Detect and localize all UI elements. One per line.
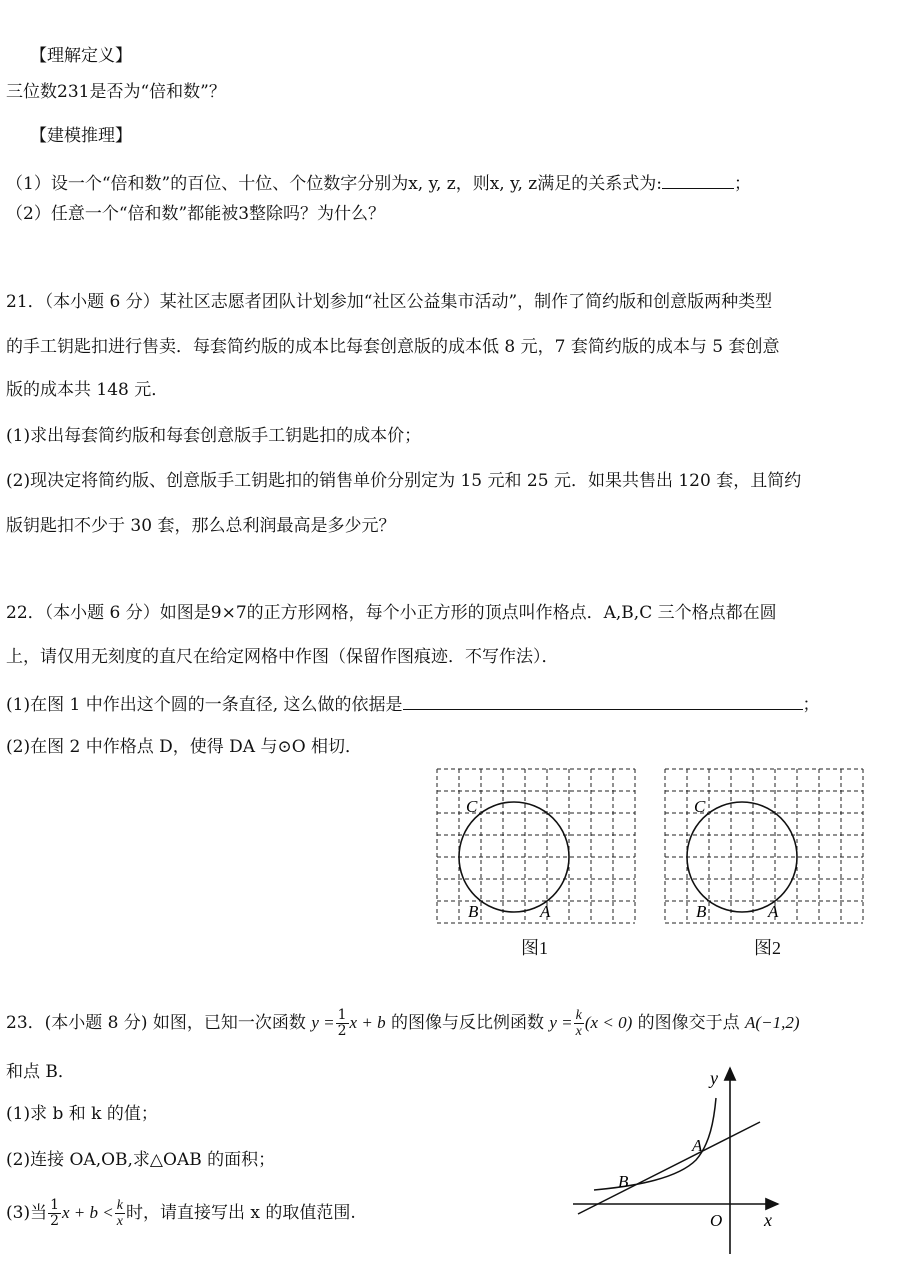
model-question-2: （2）任意一个“倍和数”都能被3整除吗？为什么？ bbox=[6, 204, 386, 224]
q23-tail: 的图像交于点 bbox=[637, 1013, 740, 1033]
sub3-numerator-2: k bbox=[116, 1198, 123, 1213]
understand-heading: 【理解定义】 bbox=[30, 46, 132, 66]
eq1-fraction bbox=[336, 1008, 349, 1039]
q21-sub-1: (1)求出每套简约版和每套创意版手工钥匙扣的成本价； bbox=[6, 426, 422, 446]
label-b: B bbox=[618, 1172, 629, 1191]
label-o: O bbox=[710, 1211, 723, 1230]
eq1-rhs: x + b bbox=[349, 1013, 386, 1032]
q22-sub-1 bbox=[6, 691, 820, 717]
model-question-1-tail: ； bbox=[733, 174, 751, 194]
q23-sub-1: (1)求 b 和 k 的值； bbox=[6, 1104, 158, 1124]
q21-sub-2-line-1: (2)现决定将简约版、创意版手工钥匙扣的销售单价分别定为 15 元和 25 元．如果共售出 120 套，且简约 bbox=[6, 471, 802, 491]
label-x: x bbox=[764, 1210, 772, 1230]
grid-lines bbox=[437, 769, 635, 923]
understand-question: 三位数231是否为“倍和数”？ bbox=[6, 82, 226, 102]
model-heading: 【建模推理】 bbox=[30, 126, 132, 146]
figure-1-caption: 图1 bbox=[521, 938, 548, 958]
model-question-1 bbox=[6, 170, 751, 196]
sub3-mid: x + b < bbox=[62, 1203, 114, 1222]
point-a: A(−1,2) bbox=[745, 1013, 800, 1032]
answer-blank bbox=[662, 170, 734, 189]
eq2-lhs: y = bbox=[549, 1013, 573, 1032]
q23-line-2: 和点 B． bbox=[6, 1062, 75, 1082]
q21-sub-2-line-2: 版钥匙扣不少于 30 套，那么总利润最高是多少元？ bbox=[6, 516, 396, 536]
linear-function-line bbox=[578, 1122, 760, 1214]
q22-sub-1-text: (1)在图 1 中作出这个圆的一条直径, 这么做的依据是 bbox=[6, 695, 403, 715]
label-a: A bbox=[692, 1136, 703, 1155]
eq1-lhs: y = bbox=[311, 1013, 335, 1032]
q22-figure-1 bbox=[430, 762, 640, 930]
sub3-fraction-2 bbox=[115, 1198, 125, 1229]
grid-lines bbox=[665, 769, 863, 923]
q23-sub-3-pre: (3)当 bbox=[6, 1203, 48, 1223]
q22-line-1: 22．（本小题 6 分）如图是9×7的正方形网格，每个小正方形的顶点叫作格点．A,B,C 三个格点都在圆 bbox=[6, 603, 777, 623]
sub3-fraction-1 bbox=[48, 1198, 61, 1229]
q23-line-1 bbox=[6, 1006, 799, 1040]
label-y: y bbox=[710, 1068, 718, 1088]
q22-line-2: 上，请仅用无刻度的直尺在给定网格中作图（保留作图痕迹．不写作法）． bbox=[6, 647, 559, 667]
eq2-fraction bbox=[574, 1008, 584, 1039]
sub3-numerator-1: 1 bbox=[50, 1197, 60, 1213]
label-a: A bbox=[768, 902, 779, 921]
figure-2-caption: 图2 bbox=[754, 938, 781, 958]
label-b: B bbox=[468, 902, 479, 921]
q22-sub-2: (2)在图 2 中作格点 D，使得 DA 与⊙O 相切． bbox=[6, 737, 363, 757]
answer-blank bbox=[403, 691, 803, 710]
q23-mid: 的图像与反比例函数 bbox=[390, 1013, 544, 1033]
q23-sub-2: (2)连接 OA,OB,求△OAB 的面积； bbox=[6, 1150, 276, 1170]
q23-graph bbox=[568, 1060, 788, 1256]
sub3-denominator-1: 2 bbox=[50, 1213, 60, 1229]
q22-sub-1-tail: ； bbox=[802, 695, 820, 715]
eq2-condition: (x < 0) bbox=[584, 1013, 633, 1032]
label-c: C bbox=[694, 797, 706, 816]
q21-line-1: 21．（本小题 6 分）某社区志愿者团队计划参加“社区公益集市活动”，制作了简约版和创意版两种类型 bbox=[6, 292, 773, 312]
q22-figure-2 bbox=[662, 762, 872, 930]
q21-line-3: 版的成本共 148 元． bbox=[6, 380, 169, 400]
sub3-denominator-2: x bbox=[116, 1214, 123, 1229]
label-b: B bbox=[696, 902, 707, 921]
q23-sub-3 bbox=[6, 1196, 356, 1230]
eq1-denominator: 2 bbox=[337, 1023, 347, 1039]
label-c: C bbox=[466, 797, 478, 816]
eq1-numerator: 1 bbox=[337, 1007, 347, 1023]
eq2-numerator: k bbox=[575, 1008, 582, 1023]
eq2-denominator: x bbox=[575, 1024, 582, 1039]
q23-sub-3-post: 时，请直接写出 x 的取值范围. bbox=[125, 1203, 356, 1223]
q23-head: 23．(本小题 8 分) 如图，已知一次函数 bbox=[6, 1013, 306, 1033]
q21-line-2: 的手工钥匙扣进行售卖．每套简约版的成本比每套创意版的成本低 8 元，7 套简约版的成本与 5 套创意 bbox=[6, 337, 780, 357]
model-question-1-text: （1）设一个“倍和数”的百位、十位、个位数字分别为x, y, z，则x, y, z满足的关系式为: bbox=[6, 174, 662, 194]
label-a: A bbox=[540, 902, 551, 921]
